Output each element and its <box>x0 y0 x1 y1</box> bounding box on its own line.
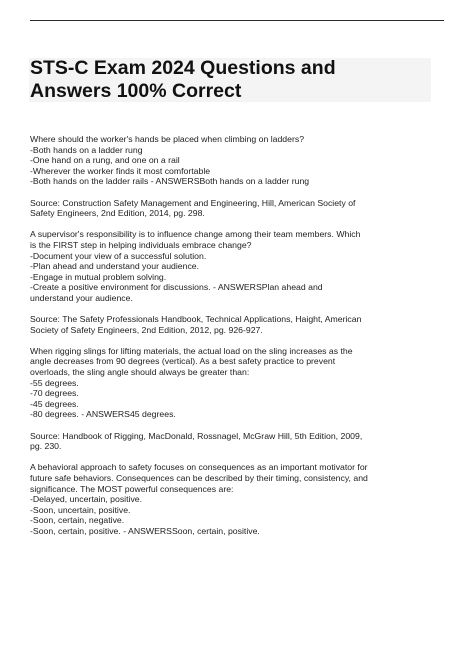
paragraph <box>30 198 444 219</box>
text-line: Where should the worker's hands be placed when climbing on ladders? <box>30 134 305 144</box>
paragraph <box>30 431 444 452</box>
text-line: -One hand on a rung, and one on a rail <box>30 155 180 166</box>
text-line: -Engage in mutual problem solving. <box>30 271 167 282</box>
text-line: pg. 230. <box>30 441 62 452</box>
paragraph <box>30 314 444 335</box>
text-line: -Wherever the worker finds it most comfortable <box>30 165 211 176</box>
text-line: -Create a positive environment for discussions. - ANSWERSPlan ahead and <box>30 282 323 293</box>
paragraph <box>30 229 444 303</box>
paragraph <box>30 346 444 420</box>
text-line: understand your audience. <box>30 292 133 303</box>
text-line: -45 degrees. <box>30 398 79 409</box>
text-line: angle decreases from 90 degrees (vertical). As a best safety practice to prevent <box>30 356 336 367</box>
document-body <box>30 134 444 547</box>
top-divider <box>30 20 444 21</box>
text-line: -Both hands on the ladder rails - ANSWERSBoth hands on a ladder rung <box>30 176 310 187</box>
text-line: Source: Construction Safety Management and Engineering, Hill, American Society of <box>30 197 356 208</box>
text-line: Safety Engineers, 2nd Edition, 2014, pg. 298. <box>30 208 205 219</box>
paragraph <box>30 462 444 536</box>
title-line: STS-C Exam 2024 Questions and <box>30 57 336 79</box>
text-line: significance. The MOST powerful consequences are: <box>30 483 234 494</box>
paragraph <box>30 134 444 187</box>
title-line: Answers 100% Correct <box>30 80 242 102</box>
text-line: Society of Safety Engineers, 2nd Edition, 2012, pg. 926-927. <box>30 324 263 335</box>
text-line: future safe behaviors. Consequences can be described by their timing, consistency, and <box>30 473 368 483</box>
text-line: -Plan ahead and understand your audience. <box>30 261 200 272</box>
text-line: -Soon, certain, negative. <box>30 515 125 526</box>
text-line: Source: The Safety Professionals Handbook, Technical Applications, Haight, American <box>30 314 362 325</box>
text-line: When rigging slings for lifting materials, the actual load on the sling increases as the <box>30 345 353 356</box>
text-line: -Both hands on a ladder rung <box>30 144 143 155</box>
text-line: overloads, the sling angle should always be greater than: <box>30 367 250 378</box>
text-line: -55 degrees. <box>30 377 79 388</box>
text-line: -Soon, uncertain, positive. <box>30 504 131 515</box>
text-line: is the FIRST step in helping individuals embrace change? <box>30 239 252 250</box>
text-line: Source: Handbook of Rigging, MacDonald, Rossnagel, McGraw Hill, 5th Edition, 2009, <box>30 430 363 441</box>
page-title <box>30 57 440 103</box>
text-line: -Delayed, uncertain, positive. <box>30 494 143 505</box>
text-line: A behavioral approach to safety focuses on consequences as an important motivator for <box>30 462 368 473</box>
text-line: A supervisor's responsibility is to influence change among their team members. Which <box>30 229 361 240</box>
text-line: -Document your view of a successful solution. <box>30 250 207 261</box>
text-line: -80 degrees. - ANSWERS45 degrees. <box>30 409 176 420</box>
text-line: -Soon, certain, positive. - ANSWERSSoon, certain, positive. <box>30 525 260 536</box>
text-line: -70 degrees. <box>30 388 79 399</box>
